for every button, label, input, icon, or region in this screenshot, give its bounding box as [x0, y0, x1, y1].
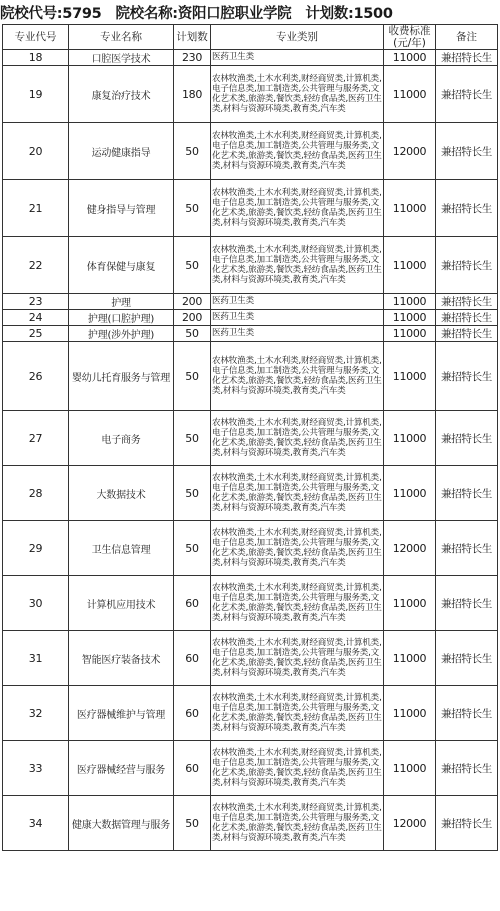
cell-fee: 11000 — [384, 294, 436, 310]
cell-fee: 12000 — [384, 796, 436, 851]
plan-total: 计划数:1500 — [305, 5, 393, 22]
table-row — [3, 237, 498, 294]
cell-category: 医药卫生类 — [211, 50, 384, 66]
cell-name: 护理(口腔护理) — [69, 310, 174, 326]
cell-note: 兼招特长生 — [436, 521, 498, 576]
cell-name: 卫生信息管理 — [69, 521, 174, 576]
cell-name: 护理 — [69, 294, 174, 310]
cell-category: 医药卫生类 — [211, 310, 384, 326]
cell-code: 21 — [3, 180, 69, 237]
cell-category: 农林牧渔类,土木水利类,财经商贸类,计算机类,电子信息类,加工制造类,公共管理与服务类,文化艺术类,旅游类,餐饮类,轻纺食品类,医药卫生类,材料与资源环境类,教育类,汽车类 — [211, 576, 384, 631]
cell-note: 兼招特长生 — [436, 237, 498, 294]
cell-fee: 11000 — [384, 310, 436, 326]
table-row — [3, 180, 498, 237]
cell-name: 电子商务 — [69, 411, 174, 466]
cell-note: 兼招特长生 — [436, 342, 498, 411]
cell-fee: 11000 — [384, 180, 436, 237]
cell-plan: 200 — [174, 310, 211, 326]
cell-category: 农林牧渔类,土木水利类,财经商贸类,计算机类,电子信息类,加工制造类,公共管理与服务类,文化艺术类,旅游类,餐饮类,轻纺食品类,医药卫生类,材料与资源环境类,教育类,汽车类 — [211, 411, 384, 466]
cell-code: 24 — [3, 310, 69, 326]
cell-note: 兼招特长生 — [436, 66, 498, 123]
cell-fee: 11000 — [384, 237, 436, 294]
cell-category: 农林牧渔类,土木水利类,财经商贸类,计算机类,电子信息类,加工制造类,公共管理与服务类,文化艺术类,旅游类,餐饮类,轻纺食品类,医药卫生类,材料与资源环境类,教育类,汽车类 — [211, 123, 384, 180]
institution-code: 院校代号:5795 — [0, 5, 102, 22]
table-row — [3, 411, 498, 466]
cell-note: 兼招特长生 — [436, 310, 498, 326]
cell-category: 农林牧渔类,土木水利类,财经商贸类,计算机类,电子信息类,加工制造类,公共管理与服务类,文化艺术类,旅游类,餐饮类,轻纺食品类,医药卫生类,材料与资源环境类,教育类,汽车类 — [211, 466, 384, 521]
institution-name: 院校名称:资阳口腔职业学院 — [115, 5, 292, 22]
cell-category: 农林牧渔类,土木水利类,财经商贸类,计算机类,电子信息类,加工制造类,公共管理与服务类,文化艺术类,旅游类,餐饮类,轻纺食品类,医药卫生类,材料与资源环境类,教育类,汽车类 — [211, 180, 384, 237]
cell-plan: 60 — [174, 686, 211, 741]
table-row — [3, 66, 498, 123]
cell-code: 27 — [3, 411, 69, 466]
col-header-fee: 收费标准(元/年) — [384, 25, 436, 50]
cell-code: 18 — [3, 50, 69, 66]
cell-name: 健康大数据管理与服务 — [69, 796, 174, 851]
cell-code: 20 — [3, 123, 69, 180]
cell-category: 农林牧渔类,土木水利类,财经商贸类,计算机类,电子信息类,加工制造类,公共管理与服务类,文化艺术类,旅游类,餐饮类,轻纺食品类,医药卫生类,材料与资源环境类,教育类,汽车类 — [211, 66, 384, 123]
cell-category: 医药卫生类 — [211, 294, 384, 310]
cell-note: 兼招特长生 — [436, 576, 498, 631]
cell-name: 计算机应用技术 — [69, 576, 174, 631]
cell-plan: 50 — [174, 796, 211, 851]
cell-plan: 60 — [174, 631, 211, 686]
cell-note: 兼招特长生 — [436, 294, 498, 310]
cell-name: 大数据技术 — [69, 466, 174, 521]
cell-note: 兼招特长生 — [436, 50, 498, 66]
table-row — [3, 466, 498, 521]
cell-code: 25 — [3, 326, 69, 342]
cell-name: 运动健康指导 — [69, 123, 174, 180]
cell-plan: 50 — [174, 466, 211, 521]
table-row — [3, 741, 498, 796]
institution-header — [0, 0, 500, 24]
cell-name: 护理(涉外护理) — [69, 326, 174, 342]
table-row — [3, 576, 498, 631]
cell-fee: 11000 — [384, 411, 436, 466]
cell-code: 19 — [3, 66, 69, 123]
col-header-name: 专业名称 — [69, 25, 174, 50]
cell-fee: 12000 — [384, 123, 436, 180]
cell-fee: 11000 — [384, 466, 436, 521]
cell-code: 31 — [3, 631, 69, 686]
cell-note: 兼招特长生 — [436, 796, 498, 851]
cell-name: 医疗器械维护与管理 — [69, 686, 174, 741]
cell-code: 34 — [3, 796, 69, 851]
cell-plan: 50 — [174, 521, 211, 576]
cell-name: 智能医疗装备技术 — [69, 631, 174, 686]
cell-name: 体育保健与康复 — [69, 237, 174, 294]
cell-plan: 50 — [174, 123, 211, 180]
cell-note: 兼招特长生 — [436, 466, 498, 521]
cell-code: 32 — [3, 686, 69, 741]
table-header-row — [3, 25, 498, 50]
cell-note: 兼招特长生 — [436, 411, 498, 466]
table-row — [3, 50, 498, 66]
table-row — [3, 796, 498, 851]
cell-plan: 50 — [174, 180, 211, 237]
cell-note: 兼招特长生 — [436, 180, 498, 237]
cell-name: 口腔医学技术 — [69, 50, 174, 66]
cell-name: 婴幼儿托育服务与管理 — [69, 342, 174, 411]
cell-code: 33 — [3, 741, 69, 796]
table-row — [3, 326, 498, 342]
col-header-plan: 计划数 — [174, 25, 211, 50]
col-header-note: 备注 — [436, 25, 498, 50]
cell-plan: 50 — [174, 411, 211, 466]
enrollment-table — [2, 24, 498, 851]
col-header-code: 专业代号 — [3, 25, 69, 50]
cell-fee: 12000 — [384, 521, 436, 576]
cell-plan: 50 — [174, 326, 211, 342]
cell-category: 医药卫生类 — [211, 326, 384, 342]
cell-fee: 11000 — [384, 50, 436, 66]
cell-note: 兼招特长生 — [436, 631, 498, 686]
cell-category: 农林牧渔类,土木水利类,财经商贸类,计算机类,电子信息类,加工制造类,公共管理与服务类,文化艺术类,旅游类,餐饮类,轻纺食品类,医药卫生类,材料与资源环境类,教育类,汽车类 — [211, 237, 384, 294]
cell-name: 康复治疗技术 — [69, 66, 174, 123]
table-row — [3, 123, 498, 180]
cell-plan: 180 — [174, 66, 211, 123]
cell-plan: 50 — [174, 342, 211, 411]
table-row — [3, 521, 498, 576]
cell-code: 30 — [3, 576, 69, 631]
cell-category: 农林牧渔类,土木水利类,财经商贸类,计算机类,电子信息类,加工制造类,公共管理与服务类,文化艺术类,旅游类,餐饮类,轻纺食品类,医药卫生类,材料与资源环境类,教育类,汽车类 — [211, 631, 384, 686]
cell-code: 28 — [3, 466, 69, 521]
cell-code: 26 — [3, 342, 69, 411]
cell-fee: 11000 — [384, 631, 436, 686]
table-row — [3, 310, 498, 326]
table-row — [3, 342, 498, 411]
cell-category: 农林牧渔类,土木水利类,财经商贸类,计算机类,电子信息类,加工制造类,公共管理与服务类,文化艺术类,旅游类,餐饮类,轻纺食品类,医药卫生类,材料与资源环境类,教育类,汽车类 — [211, 741, 384, 796]
cell-fee: 11000 — [384, 326, 436, 342]
cell-category: 农林牧渔类,土木水利类,财经商贸类,计算机类,电子信息类,加工制造类,公共管理与服务类,文化艺术类,旅游类,餐饮类,轻纺食品类,医药卫生类,材料与资源环境类,教育类,汽车类 — [211, 521, 384, 576]
table-row — [3, 686, 498, 741]
cell-category: 农林牧渔类,土木水利类,财经商贸类,计算机类,电子信息类,加工制造类,公共管理与服务类,文化艺术类,旅游类,餐饮类,轻纺食品类,医药卫生类,材料与资源环境类,教育类,汽车类 — [211, 686, 384, 741]
cell-code: 29 — [3, 521, 69, 576]
table-row — [3, 294, 498, 310]
cell-fee: 11000 — [384, 342, 436, 411]
cell-plan: 60 — [174, 741, 211, 796]
cell-name: 健身指导与管理 — [69, 180, 174, 237]
cell-plan: 200 — [174, 294, 211, 310]
cell-plan: 230 — [174, 50, 211, 66]
cell-category: 农林牧渔类,土木水利类,财经商贸类,计算机类,电子信息类,加工制造类,公共管理与服务类,文化艺术类,旅游类,餐饮类,轻纺食品类,医药卫生类,材料与资源环境类,教育类,汽车类 — [211, 342, 384, 411]
cell-fee: 11000 — [384, 66, 436, 123]
cell-category: 农林牧渔类,土木水利类,财经商贸类,计算机类,电子信息类,加工制造类,公共管理与服务类,文化艺术类,旅游类,餐饮类,轻纺食品类,医药卫生类,材料与资源环境类,教育类,汽车类 — [211, 796, 384, 851]
table-row — [3, 631, 498, 686]
cell-plan: 60 — [174, 576, 211, 631]
cell-note: 兼招特长生 — [436, 326, 498, 342]
cell-plan: 50 — [174, 237, 211, 294]
cell-fee: 11000 — [384, 576, 436, 631]
cell-note: 兼招特长生 — [436, 123, 498, 180]
cell-code: 23 — [3, 294, 69, 310]
cell-name: 医疗器械经营与服务 — [69, 741, 174, 796]
cell-fee: 11000 — [384, 686, 436, 741]
table-body — [3, 50, 498, 851]
col-header-category: 专业类别 — [211, 25, 384, 50]
cell-fee: 11000 — [384, 741, 436, 796]
cell-note: 兼招特长生 — [436, 741, 498, 796]
cell-note: 兼招特长生 — [436, 686, 498, 741]
cell-code: 22 — [3, 237, 69, 294]
